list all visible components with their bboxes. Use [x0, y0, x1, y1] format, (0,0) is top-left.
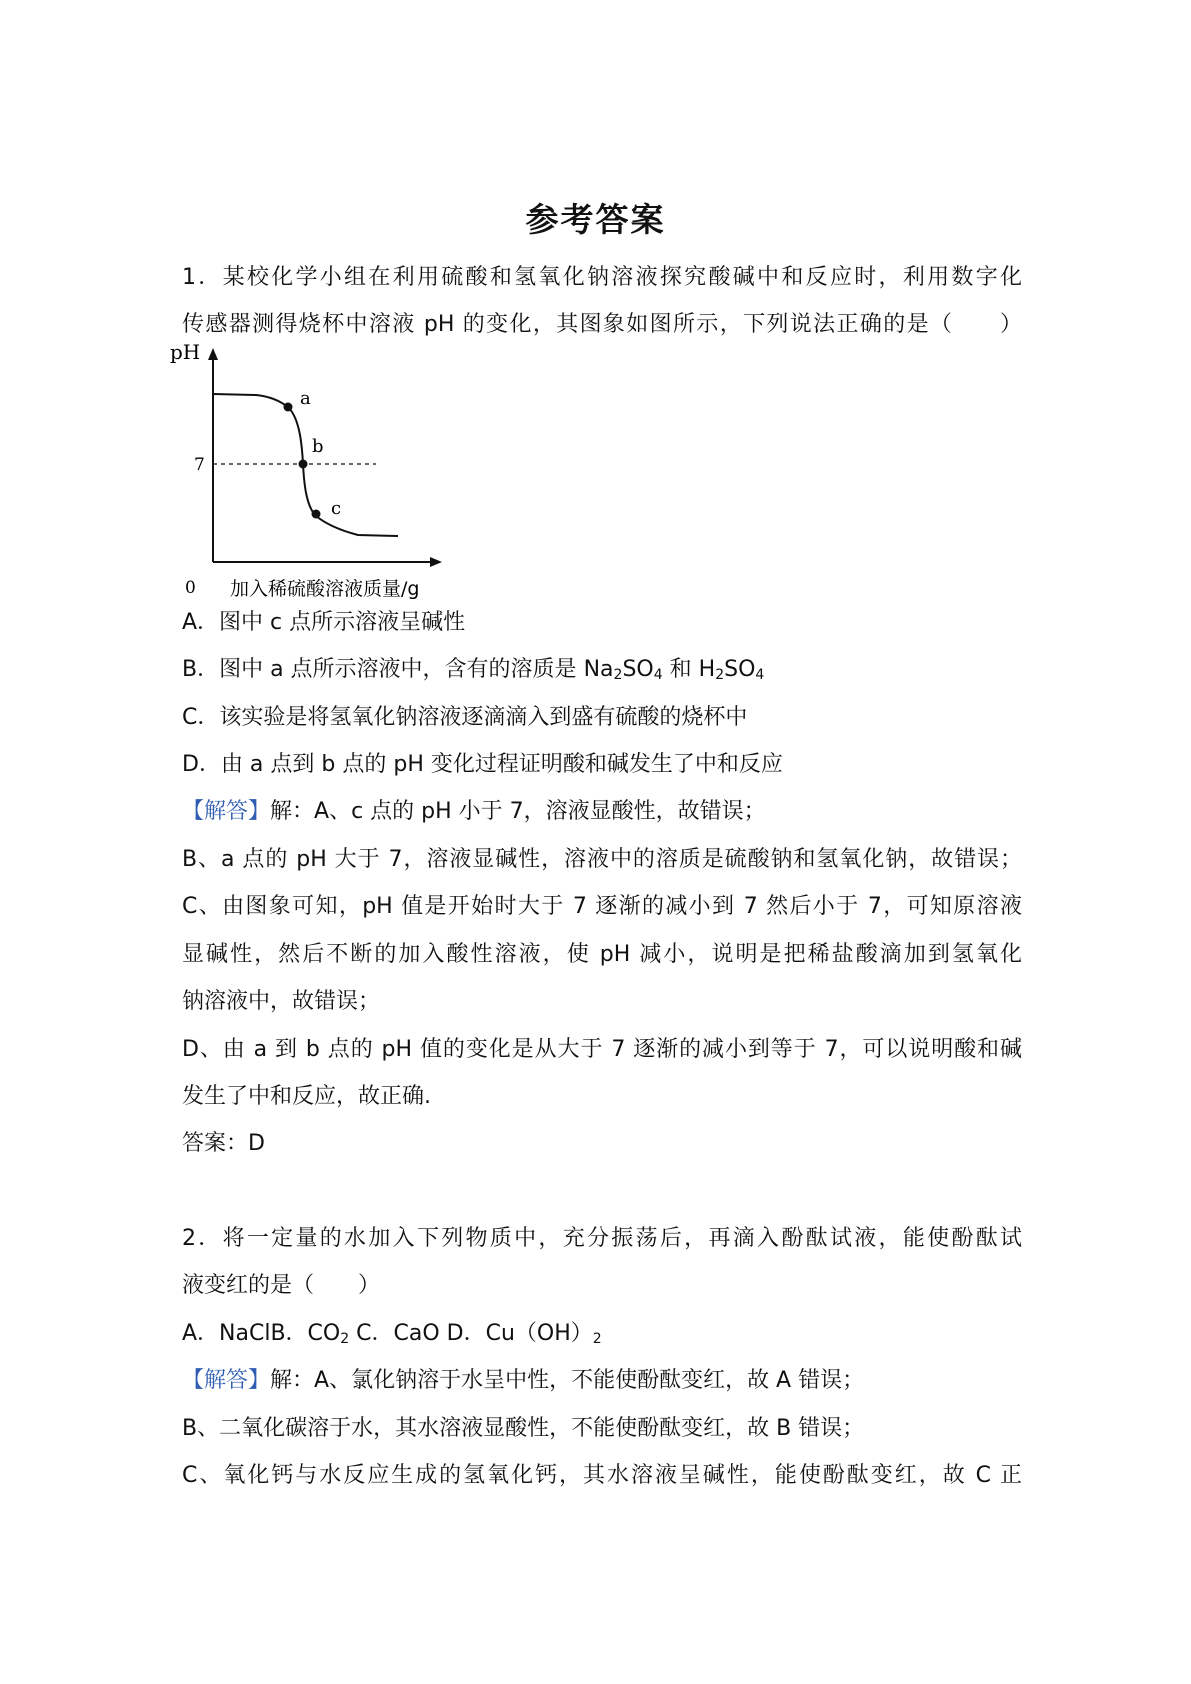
q1-answer-line-4: 显碱性，然后不断的加入酸性溶液，使 pH 减小，说明是把稀盐酸滴加到氢氧化: [182, 942, 1022, 967]
point-a: [284, 403, 293, 412]
ph-graph-svg: [170, 340, 446, 600]
q1-option-b-conjunction: 和: [662, 657, 699, 682]
x-axis-arrow: [430, 557, 442, 567]
q2-stem-line-1: 2．将一定量的水加入下列物质中，充分振荡后，再滴入酚酞试液，能使酚酞试: [182, 1226, 1022, 1251]
q1-answer-line-6: D、由 a 到 b 点的 pH 值的变化是从大于 7 逐渐的减小到等于 7，可以说明酸和碱: [182, 1037, 1022, 1062]
point-b-label: b: [312, 436, 324, 457]
formula-subscript: 2: [613, 667, 623, 683]
point-a-label: a: [300, 388, 311, 409]
q2-options-text: A．NaClB．CO: [182, 1321, 341, 1346]
answer-text: 解：A、c 点的 pH 小于 7，溶液显酸性，故错误；: [270, 799, 766, 824]
q1-final-answer: 答案：D: [182, 1131, 265, 1156]
y-tick-7: 7: [194, 455, 205, 475]
formula-subscript: 4: [755, 667, 765, 683]
page-title: 参考答案: [525, 200, 666, 239]
formula-part: Na: [583, 657, 614, 682]
q1-option-a: A．图中 c 点所示溶液呈碱性: [182, 610, 466, 635]
x-axis-label: 加入稀硫酸溶液质量/g: [230, 578, 420, 600]
q1-stem-line-1: 1．某校化学小组在利用硫酸和氢氧化钠溶液探究酸碱中和反应时，利用数字化: [182, 265, 1022, 290]
formula-subscript: 2: [715, 667, 725, 683]
q1-answer-line-7: 发生了中和反应，故正确.: [182, 1084, 431, 1109]
q2-options-text: C．CaO D．Cu（OH）: [349, 1321, 593, 1346]
formula-subscript: 2: [340, 1331, 350, 1347]
answer-tag: 【解答】: [182, 1368, 271, 1393]
q2-answer-line-3: C、氧化钙与水反应生成的氢氧化钙，其水溶液呈碱性，能使酚酞变红，故 C 正: [182, 1463, 1022, 1488]
q1-option-c: C．该实验是将氢氧化钠溶液逐滴滴入到盛有硫酸的烧杯中: [182, 705, 748, 730]
formula-subscript: 4: [653, 667, 663, 683]
y-axis-arrow: [208, 348, 218, 360]
q2-answer-line-1: [182, 1361, 1022, 1401]
y-axis-label: pH: [170, 340, 201, 364]
q2-answer-line-2: B、二氧化碳溶于水，其水溶液显酸性，不能使酚酞变红，故 B 错误；: [182, 1416, 865, 1441]
q1-answer-line-1: [182, 792, 1022, 832]
q1-option-b-text: B．图中 a 点所示溶液中，含有的溶质是: [182, 657, 584, 682]
formula-h2so4: [699, 657, 765, 682]
q1-answer-line-3: C、由图象可知，pH 值是开始时大于 7 逐渐的减小到 7 然后小于 7，可知原溶液: [182, 894, 1022, 919]
q1-answer-line-5: 钠溶液中，故错误；: [182, 989, 381, 1014]
formula-part: SO: [622, 657, 654, 682]
point-b: [299, 460, 308, 469]
q1-answer-line-2: B、a 点的 pH 大于 7，溶液显碱性，溶液中的溶质是硫酸钠和氢氧化钠，故错误；: [182, 847, 1022, 872]
formula-na2so4: [584, 657, 663, 682]
q2-stem-line-2: 液变红的是（ ）: [182, 1273, 381, 1298]
point-c: [312, 510, 321, 519]
q1-option-d: D．由 a 点到 b 点的 pH 变化过程证明酸和碱发生了中和反应: [182, 752, 783, 777]
answer-text: 解：A、氯化钠溶于水呈中性，不能使酚酞变红，故 A 错误；: [270, 1368, 865, 1393]
formula-part: H: [698, 657, 716, 682]
origin-label: 0: [185, 578, 196, 598]
point-c-label: c: [331, 498, 342, 519]
q1-option-b: [182, 650, 1022, 690]
ph-titration-graph: [170, 340, 446, 600]
formula-subscript: 2: [592, 1331, 602, 1347]
formula-part: SO: [724, 657, 756, 682]
answer-tag: 【解答】: [182, 799, 271, 824]
q2-options: [182, 1314, 1022, 1354]
q1-stem-line-2: 传感器测得烧杯中溶液 pH 的变化，其图象如图所示，下列说法正确的是（ ）: [182, 312, 1022, 337]
